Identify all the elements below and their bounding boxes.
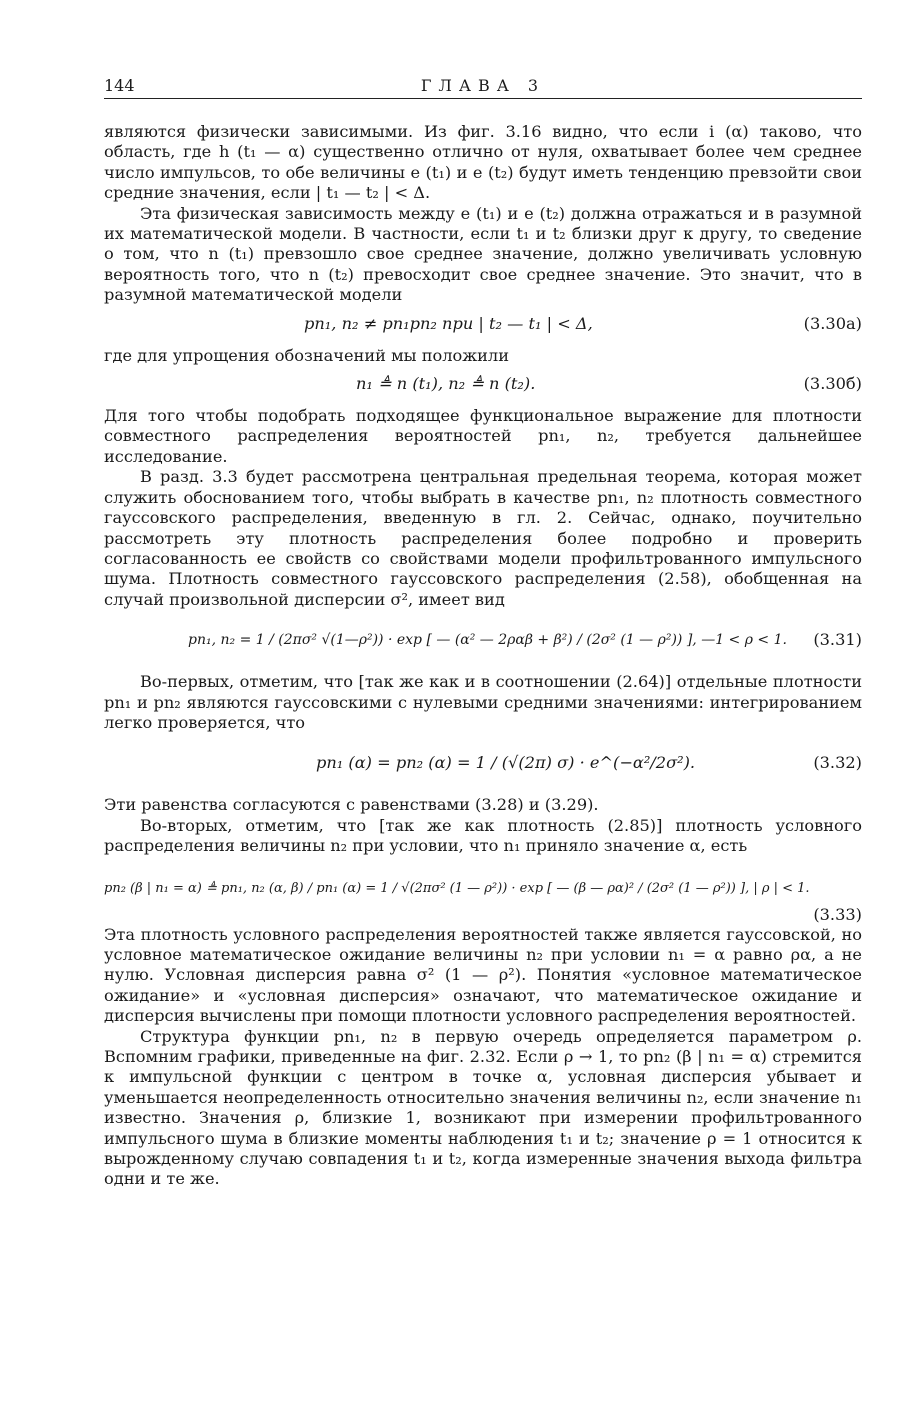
paragraph: В разд. 3.3 будет рассмотрена центральная предельная теорема, которая может служить обоснованием того, чтобы выбрать в качестве pn₁, n₂ плотность совместного гауссовского распределения, введенную в гл. 2. Сейчас, однако, поучительно рассмотреть эту плотность распределения более подробно и проверить согласованность ее свойств со свойствами модели профильтрованного импульсного шума. Плотность совместного гауссовского распределения (2.58), обобщенная на случай произвольной дисперсии σ², имеет вид	[104, 467, 862, 609]
paragraph: где для упрощения обозначений мы положили	[104, 345, 510, 365]
page-number: 144	[104, 76, 135, 95]
equation-expression: pn₁, n₂ = 1 / (2πσ² √(1—ρ²)) · exp [ — (α² — 2ραβ + β²) / (2σ² (1 — ρ²)) ], —1 < ρ < 1.	[188, 632, 787, 649]
equation-number: (3.33)	[813, 904, 862, 924]
paragraph: Эта физическая зависимость между e (t₁) и e (t₂) должна отражаться и в разумной их математической модели. В частности, если t₁ и t₂ близки друг к другу, то сведение о том, что n (t₁) превзошло свое среднее значение, должно увеличивать условную вероятность того, что n (t₂) превосходит свое среднее значение. Это значит, что в разумной математической модели	[104, 203, 862, 305]
equation-number: (3.32)	[813, 753, 862, 773]
paragraph: Эта плотность условного распределения вероятностей также является гауссовской, но условное математическое ожидание величины n₂ при условии n₁ = α равно ρα, а не нулю. Условная дисперсия равна σ² (1 — ρ²). Понятия «условное математическое ожидание» и «условная дисперсия» означают, что математическое ожидание и дисперсия вычислены при помощи плотности условного распределения вероятностей.	[104, 924, 862, 1026]
equation-3-31	[104, 612, 862, 668]
header-rule	[104, 98, 862, 99]
page-body	[104, 122, 862, 1190]
paragraph: Эти равенства согласуются с равенствами (3.28) и (3.29).	[104, 795, 599, 815]
equation-3-30b	[104, 368, 862, 402]
chapter-title: ГЛАВА 3	[420, 76, 546, 95]
page-header	[104, 76, 862, 98]
paragraph: являются физически зависимыми. Из фиг. 3.16 видно, что если i (α) таково, что область, где h (t₁ — α) существенно отлично от нуля, охватывает более чем среднее число импульсов, то обе величины e (t₁) и e (t₂) будут иметь тенденцию превзойти свои средние значения, если | t₁ — t₂ | < Δ.	[104, 122, 862, 203]
equation-expression: pn₂ (β | n₁ = α) ≜ pn₁, n₂ (α, β) / pn₁ (α) = 1 / √(2πσ² (1 — ρ²)) · exp [ — (β — ρα)² / (2σ² (1 — ρ²)) ], | ρ | < 1.	[104, 880, 810, 896]
equation-expression: pn₁ (α) = pn₂ (α) = 1 / (√(2π) σ) · e^(−α²/2σ²).	[316, 753, 696, 773]
paragraph: Структура функции pn₁, n₂ в первую очередь определяется параметром ρ. Вспомним графики, приведенные на фиг. 2.32. Если ρ → 1, то pn₂ (β | n₁ = α) стремится к импульсной функции с центром в точке α, условная дисперсия убывает и уменьшается неопределенность относительно значения величины n₂, если значение n₁ известно. Значения ρ, близкие 1, возникают при измерении профильтрованного импульсного шума в близкие моменты наблюдения t₁ и t₂; значение ρ = 1 относится к вырожденному случаю совпадения t₁ и t₂, когда измеренные значения выхода фильтра одни и те же.	[104, 1026, 862, 1189]
equation-number: (3.30б)	[803, 374, 862, 394]
equation-expression: n₁ ≜ n (t₁), n₂ ≜ n (t₂).	[356, 374, 536, 394]
equation-number: (3.30а)	[803, 313, 862, 333]
paragraph: Для того чтобы подобрать подходящее функциональное выражение для плотности совместного распределения вероятностей pn₁, n₂, требуется дальнейшее исследование.	[104, 406, 862, 466]
equation-expression: pn₁, n₂ ≠ pn₁pn₂ при | t₂ — t₁ | < Δ,	[304, 313, 593, 333]
equation-number: (3.31)	[813, 630, 862, 650]
equation-3-32	[104, 735, 862, 791]
paragraph: Во-первых, отметим, что [так же как и в соотношении (2.64)] отдельные плотности pn₁ и pn₂ являются гауссовскими с нулевыми средними значениями: интегрированием легко проверяется, что	[104, 672, 862, 732]
equation-3-33	[104, 859, 862, 924]
paragraph: Во-вторых, отметим, что [так же как плотность (2.85)] плотность условного распределения величины n₂ при условии, что n₁ приняло значение α, есть	[104, 815, 862, 856]
equation-3-30a	[104, 308, 862, 342]
